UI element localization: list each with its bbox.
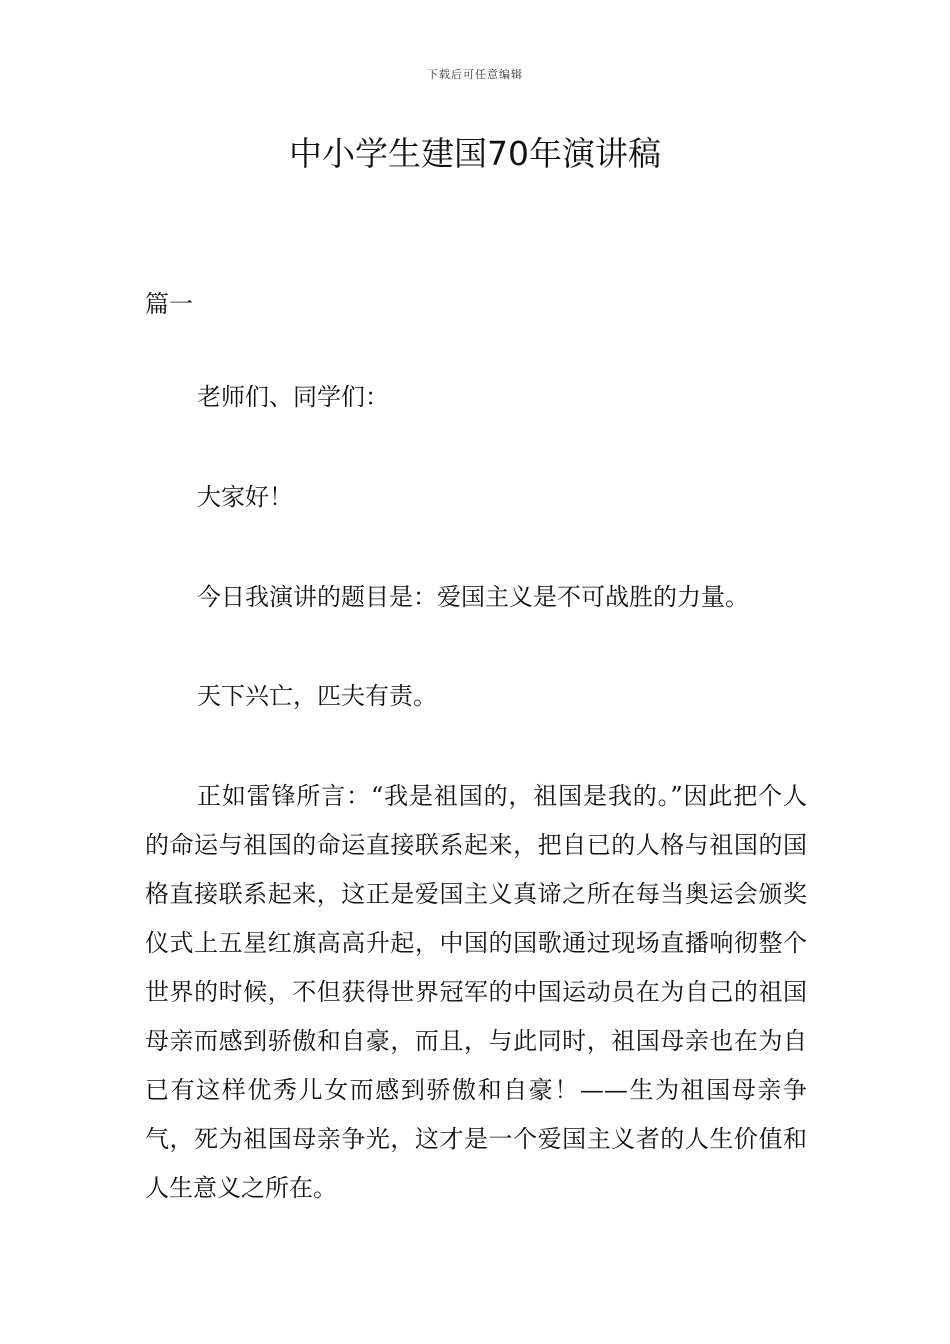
header-note: 下载后可任意编辑 [427, 68, 523, 81]
paragraph-topic: 今日我演讲的题目是：爱国主义是不可战胜的力量。 [197, 583, 749, 611]
paragraph-greeting: 大家好！ [197, 483, 293, 511]
paragraph-proverb: 天下兴亡，匹夫有责。 [197, 682, 437, 710]
paragraph-greeting-audience: 老师们、同学们： [197, 383, 389, 411]
document-title: 中小学生建国70年演讲稿 [289, 134, 661, 173]
paragraph-body: 正如雷锋所言：“我是祖国的，祖国是我的。”因此把个人的命运与祖国的命运直接联系起来，把自已的人格与祖国的国格直接联系起来，这正是爱国主义真谛之所在每当奥运会颁奖仪式上五星红旗高高升起，中国的国歌通过现场直播响彻整个世界的时候，不但获得世界冠军的中国运动员在为自己的祖国母亲而感到骄傲和自豪，而且，与此同时，祖国母亲也在为自已有这样优秀儿女而感到骄傲和自豪！——生为祖国母亲争气，死为祖国母亲争光，这才是一个爱国主义者的人生价值和人生意义之所在。 [145, 782, 807, 1202]
section-label: 篇一 [145, 290, 193, 318]
